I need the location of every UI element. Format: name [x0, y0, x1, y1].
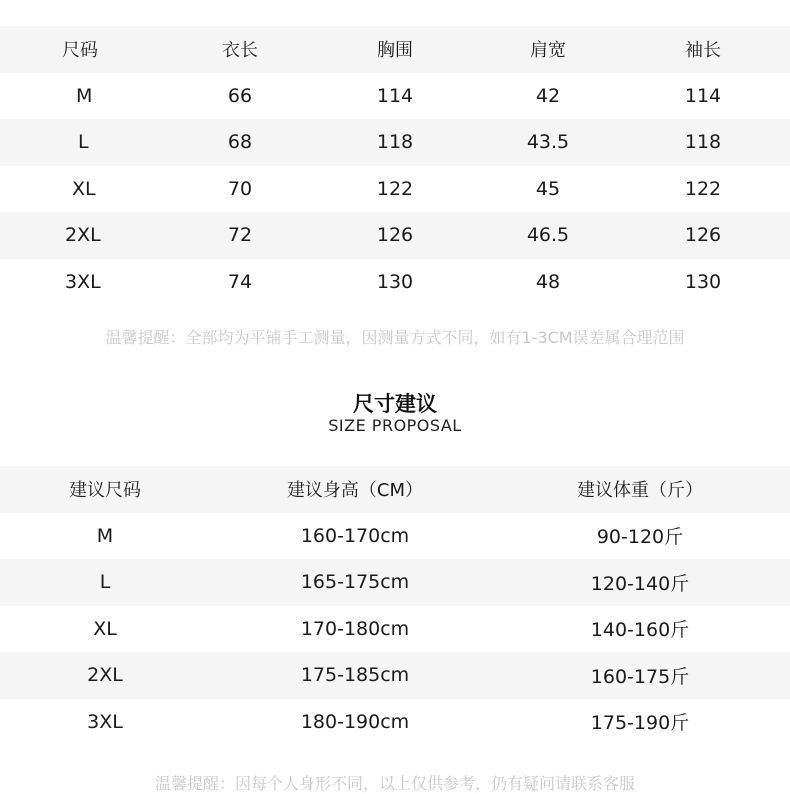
weight-cell: 140-160斤: [590, 619, 690, 642]
chest-cell: 126: [376, 224, 414, 247]
chest-cell: 118: [376, 131, 414, 154]
height-cell: 160-170cm: [300, 524, 410, 547]
height-cell: 175-185cm: [300, 664, 410, 687]
header-recommended-height: 建议身高（CM）: [286, 480, 424, 502]
size-chart-table: [0, 26, 790, 293]
size-cell: M: [76, 84, 93, 107]
size-cell: 3XL: [87, 710, 123, 733]
chest-cell: 130: [376, 270, 414, 293]
table-row: [0, 166, 790, 213]
proposal-subtitle: SIZE PROPOSAL: [328, 416, 462, 435]
height-cell: 165-175cm: [300, 571, 410, 594]
header-sleeve: 袖长: [685, 40, 721, 62]
measurement-note: 温馨提醒：全部均为平铺手工测量，因测量方式不同，如有1-3CM误差属合理范围: [105, 328, 685, 347]
table-row: [0, 559, 790, 606]
size-cell: 3XL: [65, 270, 101, 293]
size-cell: L: [99, 571, 111, 594]
proposal-title: 尺寸建议: [353, 392, 437, 416]
sleeve-cell: 130: [684, 270, 722, 293]
header-size: 尺码: [62, 40, 98, 62]
table-row: [0, 73, 790, 120]
header-chest: 胸围: [377, 40, 413, 62]
length-cell: 74: [227, 270, 253, 293]
table-row: [0, 652, 790, 699]
header-recommended-size: 建议尺码: [69, 480, 141, 502]
table-row: [0, 606, 790, 653]
table-row: [0, 513, 790, 560]
table-row: [0, 259, 790, 306]
header-shoulder: 肩宽: [530, 40, 566, 62]
length-cell: 70: [227, 177, 253, 200]
height-cell: 170-180cm: [300, 617, 410, 640]
length-cell: 66: [227, 84, 253, 107]
size-cell: XL: [93, 617, 117, 640]
size-cell: L: [78, 131, 89, 154]
shoulder-cell: 48: [535, 270, 561, 293]
chest-cell: 122: [376, 177, 414, 200]
size-cell: M: [96, 524, 114, 547]
sleeve-cell: 118: [684, 131, 722, 154]
size-cell: 2XL: [65, 224, 101, 247]
length-cell: 68: [227, 131, 253, 154]
shoulder-cell: 42: [535, 84, 561, 107]
size-cell: XL: [72, 177, 96, 200]
shoulder-cell: 46.5: [526, 224, 570, 247]
size-proposal-table: [0, 466, 790, 745]
proposal-header-row: [0, 466, 790, 513]
weight-cell: 90-120斤: [596, 526, 684, 549]
shoulder-cell: 45: [535, 177, 561, 200]
height-cell: 180-190cm: [300, 710, 410, 733]
table-row: [0, 212, 790, 259]
size-cell: 2XL: [87, 664, 123, 687]
chest-cell: 114: [376, 84, 414, 107]
table-row: [0, 119, 790, 166]
header-recommended-weight: 建议体重（斤）: [577, 480, 703, 502]
header-length: 衣长: [222, 40, 258, 62]
sleeve-cell: 122: [684, 177, 722, 200]
shoulder-cell: 43.5: [526, 131, 570, 154]
weight-cell: 175-190斤: [590, 712, 690, 735]
sleeve-cell: 114: [684, 84, 722, 107]
sleeve-cell: 126: [684, 224, 722, 247]
table-row: [0, 699, 790, 746]
weight-cell: 120-140斤: [590, 572, 690, 595]
length-cell: 72: [227, 224, 253, 247]
reference-note: 温馨提醒：因每个人身形不同，以上仅供参考，仍有疑问请联系客服: [154, 774, 635, 793]
weight-cell: 160-175斤: [590, 665, 690, 688]
size-chart-header-row: [0, 26, 790, 73]
